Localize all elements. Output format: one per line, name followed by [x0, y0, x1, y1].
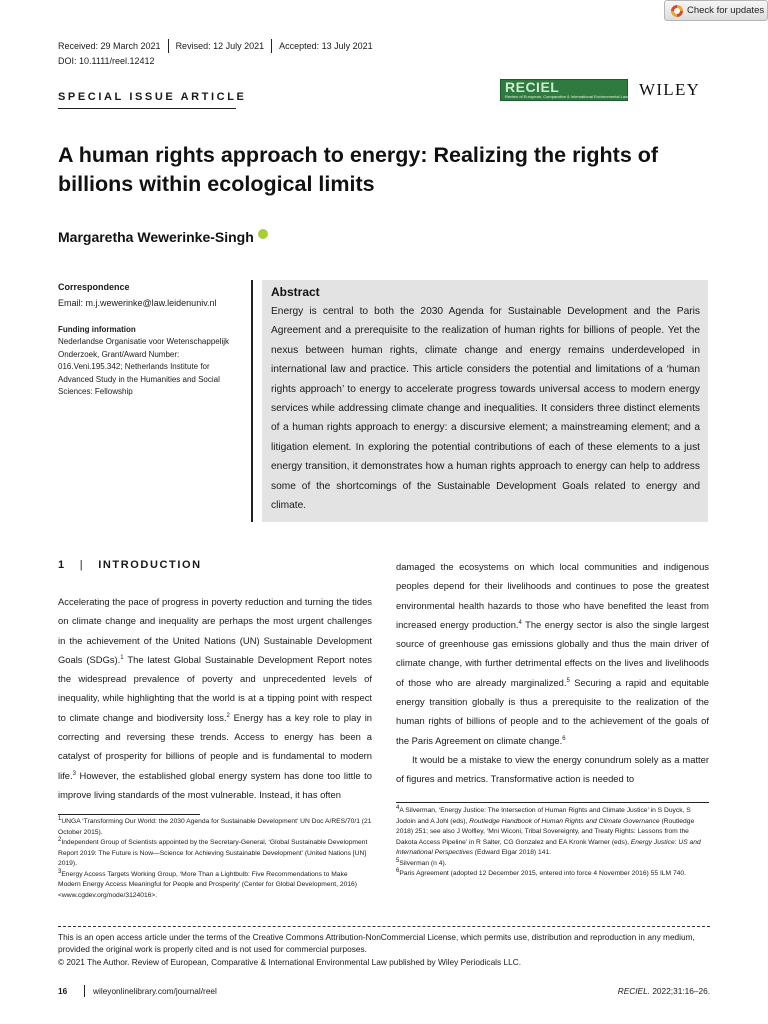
footnote-number: 4: [396, 804, 400, 811]
abstract-rule: [251, 280, 253, 522]
check-for-updates-button[interactable]: [664, 0, 768, 21]
license-text: This is an open access article under the terms of the Creative Commons Attribution-NonCommercial License, which permits use, distribution and reproduction in any medium, provided the original work is properly cited and is not used for commercial purposes.: [58, 932, 695, 955]
wiley-logo: WILEY: [639, 80, 701, 99]
footnote-rule: [58, 814, 200, 815]
received-date: Received: 29 March 2021: [58, 41, 161, 51]
correspondence-email[interactable]: Email: m.j.wewerinke@law.leidenuniv.nl: [58, 298, 217, 308]
abstract-box: [262, 280, 708, 522]
body-text: Securing a rapid and equitable energy transition globally is thus a prerequisite to the realization of the human rights of billions of people and to the achievement of the goals of the Paris Agreement on climate change.: [396, 676, 709, 746]
footnote-number: 5: [396, 857, 400, 864]
author-line: [58, 229, 268, 245]
body-text: The latest Global Sustainable Development Report notes the widespread prevalence of poverty and unprecedented levels of inequality, while highlighting that the world is at a tipping point with respect to climate change and biodiversity loss.: [58, 653, 372, 723]
footnote-rule: [396, 802, 709, 803]
section-title: INTRODUCTION: [98, 559, 202, 571]
abstract-text: Energy is central to both the 2030 Agenda for Sustainable Development and the Paris Agreement and a prerequisite to the realization of human rights for billions of people. Yet the nexus between human rights, climate change and energy remains underdeveloped in international law and practice. This article considers the potential and limitations of a ‘human rights approach’ to energy to accelerate progress towards universal access to modern energy services while addressing climate change and inequalities. It considers three distinct elements of a human rights approach to energy: a discursive element; a mainstreaming element; and a litigation element. In exploring the potential contributions of each of these elements to a just energy transition, it demonstrates how a human rights approach to energy can help to address some of the shortcomings of the Sustainable Development Goals related to energy and climate.: [271, 306, 700, 512]
divider: [271, 39, 272, 53]
footnote-text: Silverman (n 4).: [399, 859, 447, 867]
footnotes-left: [58, 817, 372, 901]
body-text: The energy sector is also the single largest source of greenhouse gas emissions globally and thus the main driver of climate change, with further detrimental effects on the lives and livelihoods of those who are already marginalized.: [396, 618, 709, 688]
reciel-logo-subtitle: Review of European, Comparative & International Environmental Law: [505, 94, 628, 99]
footnote-text: Paris Agreement (adopted 12 December 2015, entered into force 4 November 2016) 55 ILM 740.: [399, 870, 686, 877]
section-number: 1: [58, 559, 66, 571]
footnote: [58, 817, 372, 838]
footnote: [396, 869, 709, 880]
page-footer: [58, 985, 710, 997]
footnote-number: 6: [396, 867, 400, 874]
check-updates-label: Check for updates: [687, 5, 765, 16]
section-divider: |: [79, 559, 85, 571]
footnote: [58, 838, 372, 870]
divider: [84, 985, 85, 997]
footnote: [396, 806, 709, 859]
reciel-logo-word: RECIEL: [505, 79, 560, 95]
author-name[interactable]: Margaretha Wewerinke-Singh: [58, 229, 254, 245]
footnote-ref[interactable]: 4: [518, 619, 522, 626]
footnote-ref[interactable]: 2: [226, 712, 230, 719]
body-text: Accelerating the pace of progress in poverty reduction and turning the tides on climate change and inequality are perhaps the most urgent challenges in the achievement of the United Nations (UN) Sustainable Development Goals (SDGs).: [58, 596, 372, 665]
article-dates: [58, 39, 373, 53]
revised-date: Revised: 12 July 2021: [175, 41, 265, 51]
footnote-ref[interactable]: 5: [566, 677, 570, 684]
crossmark-icon: [671, 5, 683, 17]
body-column-right: [396, 557, 709, 789]
footnote-number: 3: [58, 868, 62, 875]
correspondence-heading: Correspondence: [58, 282, 130, 292]
journal-abbrev: RECIEL.: [617, 986, 651, 996]
footnote-text: (Edward Elgar 2018) 141.: [472, 849, 552, 856]
license-notice: [58, 931, 710, 968]
abstract-heading: Abstract: [271, 285, 320, 299]
footnote-text: Energy Access Targets Working Group, ‘More Than a Lightbulb: Five Recommendations to Make Modern Energy Access Meaningful for People and Prosperity’ (Center for Global Development, 2016) <www.cgdev.org/node/3124016>.: [58, 870, 357, 899]
citation-volume: 2022;31:16–26.: [650, 986, 710, 996]
footnote-ref[interactable]: 6: [562, 735, 566, 742]
reciel-logo: [500, 79, 628, 101]
doi[interactable]: DOI: 10.1111/reel.12412: [58, 56, 155, 66]
journal-url[interactable]: wileyonlinelibrary.com/journal/reel: [93, 986, 217, 996]
page-number: 16: [58, 986, 68, 996]
citation: [618, 986, 710, 996]
article-title: A human rights approach to energy: Realizing the rights of billions within ecological limits: [58, 143, 659, 196]
article-type: SPECIAL ISSUE ARTICLE: [58, 91, 247, 103]
footnote-text: A Silverman, ‘Energy Justice: The Intersection of Human Rights and Climate Justice’ in S Duyck, S Jodoin and A Johl (eds),: [396, 807, 691, 825]
paragraph: It would be a mistake to view the energy conundrum solely as a matter of figures and metrics. Transformative action is needed to: [396, 753, 709, 785]
footnote-text: Independent Group of Scientists appointed by the Secretary-General, ‘Global Sustainable Development Report 2019: The Future is Now—Science for Achieving Sustainable Development’ (United Nations [UN] 2019).: [58, 839, 368, 867]
article-type-rule: [58, 108, 236, 109]
paragraph: [396, 557, 709, 750]
footnotes-right: [396, 806, 709, 880]
footnote: [58, 870, 372, 902]
footnote-ref[interactable]: 1: [120, 654, 124, 661]
body-text: However, the established global energy system has done too little to improve living standards of the most vulnerable. Instead, it has often: [58, 769, 372, 800]
funding-heading: Funding information: [58, 325, 136, 334]
footnote-italic: Energy Justice: US and International Perspectives: [396, 838, 701, 856]
funding-text: Nederlandse Organisatie voor Wetenschappelijk Onderzoek, Grant/Award Number: 016.Veni.195.342; Netherlands Institute for Advanced Study in the Humanities and Social Sciences: Fellowship: [58, 337, 230, 397]
divider: [168, 39, 169, 53]
footnote-text: UNGA ‘Transforming Our World: the 2030 Agenda for Sustainable Development’ UN Doc A/RES/70/1 (21 October 2015).: [58, 818, 372, 836]
footnote-text: (Routledge 2018) 251; see also J Wolfley, ‘Mni Wiconi, Tribal Sovereignty, and Treaty Rights: Lessons from the Dakota Access Pipeline’ in R Salter, CG Gonzalez and EA Kronk Warner (eds),: [396, 817, 695, 846]
license-divider: [58, 926, 710, 927]
footnote-number: 2: [58, 836, 62, 843]
copyright-text: © 2021 The Author. Review of European, Comparative & International Environmental Law published by Wiley Periodicals LLC.: [58, 956, 522, 967]
body-text: damaged the ecosystems on which local communities and indigenous peoples depend for their livelihoods and continues to pose the greatest environmental health hazards to those who have benefited the least from increased energy production.: [396, 561, 709, 630]
accepted-date: Accepted: 13 July 2021: [279, 41, 373, 51]
body-column-left: [58, 592, 372, 804]
footnote-ref[interactable]: 3: [72, 770, 76, 777]
footnote-italic: Routledge Handbook of Human Rights and Climate Governance: [469, 817, 660, 825]
orcid-icon[interactable]: [258, 229, 268, 239]
footnote: [396, 859, 709, 870]
section-heading: [58, 559, 202, 571]
footnote-number: 1: [58, 815, 62, 822]
body-text: Energy has a key role to play in correcting and reversing these trends. Access to energy has been a catalyst of prosperity for billions of people and is fundamental to modern life.: [58, 711, 372, 781]
